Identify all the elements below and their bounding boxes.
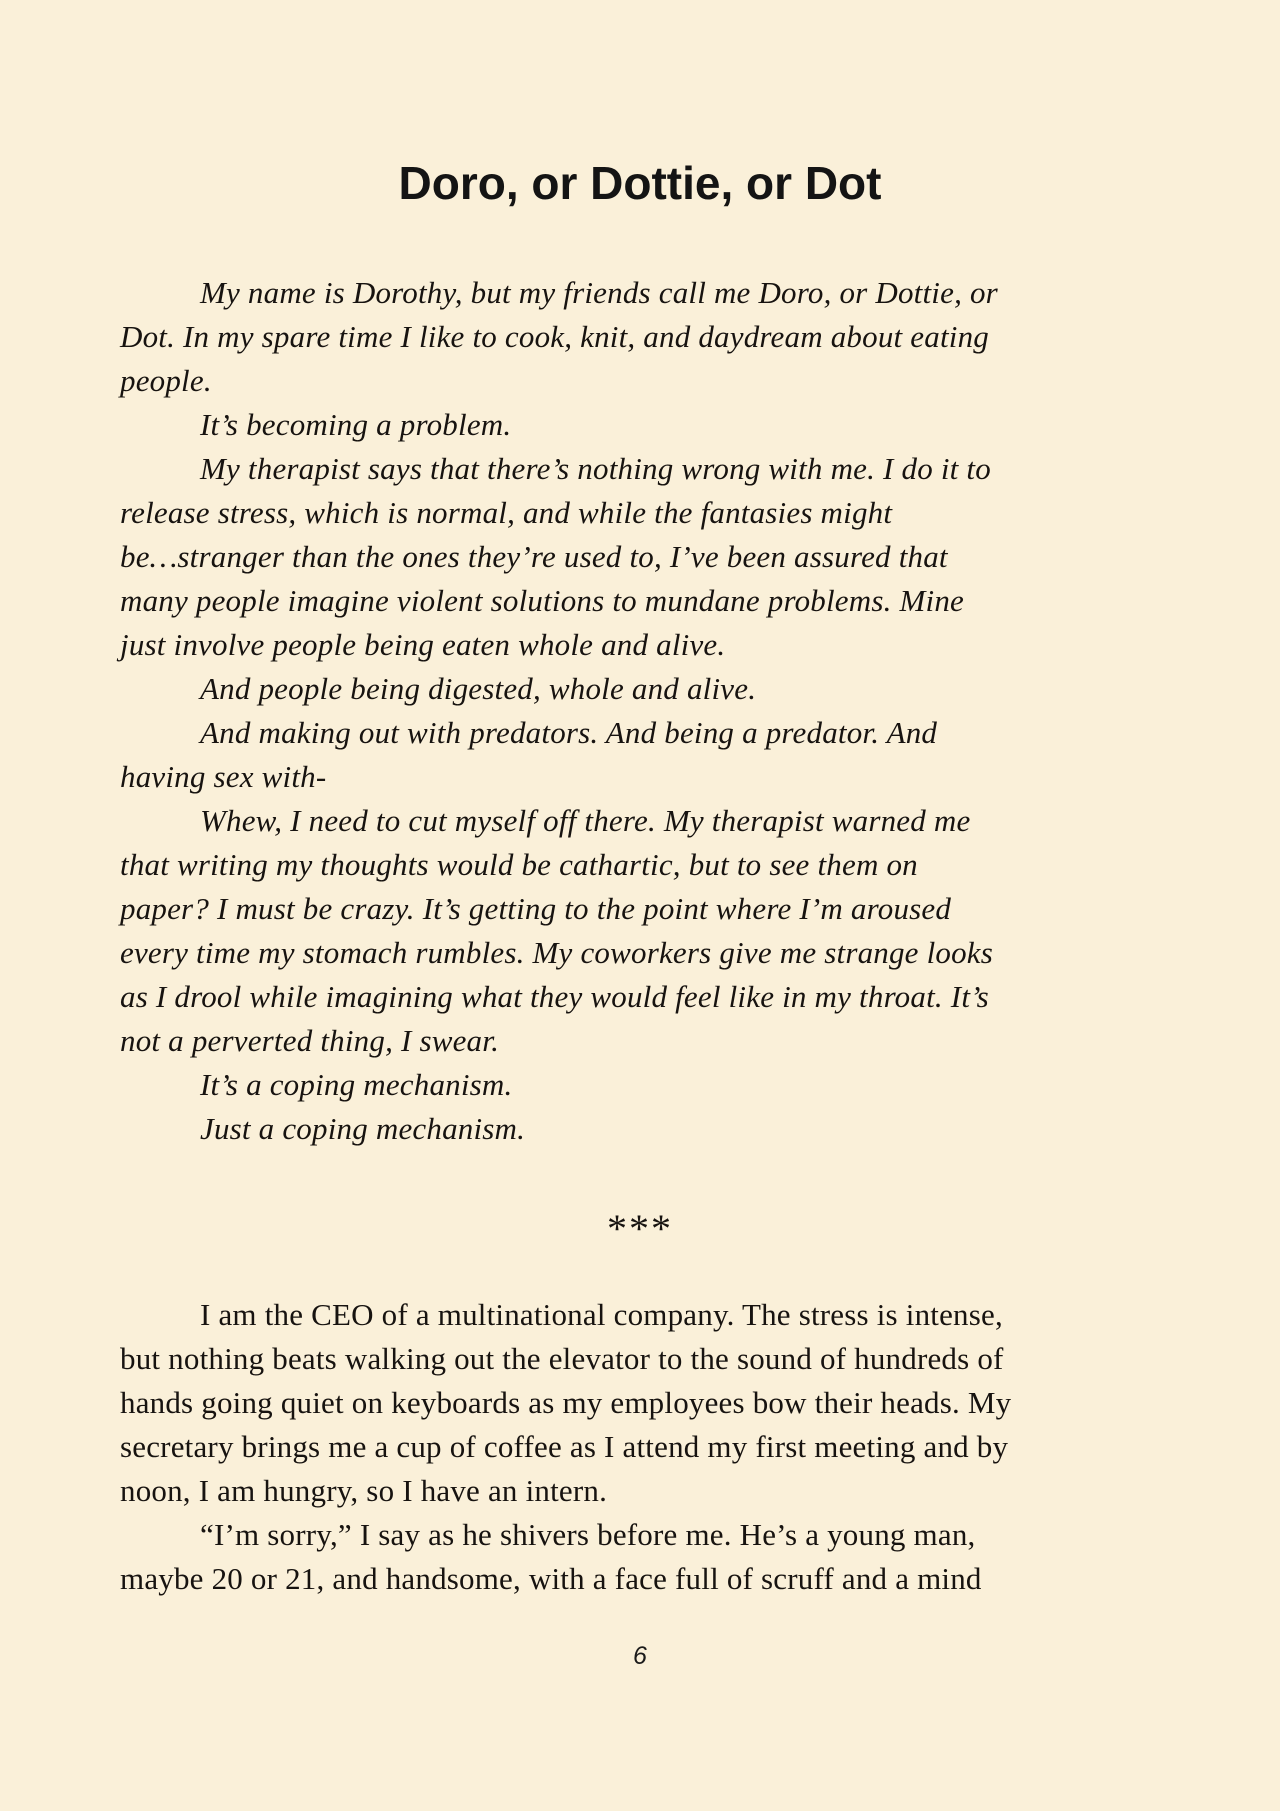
text-line: people. <box>120 363 212 398</box>
text-line: And making out with predators. And being a predator. And <box>200 715 938 750</box>
text-line: secretary brings me a cup of coffee as I attend my first meeting and by <box>120 1429 1009 1464</box>
text-line: that writing my thoughts would be cathartic, but to see them on <box>120 847 918 882</box>
text-line: be…stranger than the ones they’re used to, I’ve been assured that <box>120 539 948 574</box>
text-line: release stress, which is normal, and while the fantasies might <box>120 495 893 530</box>
text-line: not a perverted thing, I swear. <box>120 1023 500 1058</box>
page-number: 6 <box>633 1642 647 1670</box>
text-line: just involve people being eaten whole and alive. <box>120 627 726 662</box>
section-narrative <box>0 1293 1280 1601</box>
text-line: My name is Dorothy, but my friends call me Doro, or Dottie, or <box>200 275 998 310</box>
text-line: It’s a coping mechanism. <box>200 1067 513 1102</box>
text-line: And people being digested, whole and alive. <box>200 671 757 706</box>
text-line: maybe 20 or 21, and handsome, with a face full of scruff and a mind <box>120 1561 982 1596</box>
section-separator: *** <box>607 1206 673 1251</box>
text-line: Dot. In my spare time I like to cook, knit, and daydream about eating <box>120 319 989 354</box>
text-line: Whew, I need to cut myself off there. My therapist warned me <box>200 803 971 838</box>
text-line: hands going quiet on keyboards as my employees bow their heads. My <box>120 1385 1012 1420</box>
text-line: as I drool while imagining what they would feel like in my throat. It’s <box>120 979 989 1014</box>
text-line: but nothing beats walking out the elevator to the sound of hundreds of <box>120 1341 1004 1376</box>
text-line: It’s becoming a problem. <box>200 407 512 442</box>
text-line: every time my stomach rumbles. My coworkers give me strange looks <box>120 935 994 970</box>
text-line: “I’m sorry,” I say as he shivers before me. He’s a young man, <box>200 1517 976 1552</box>
text-line: My therapist says that there’s nothing wrong with me. I do it to <box>200 451 991 486</box>
text-line: Just a coping mechanism. <box>200 1111 526 1146</box>
text-line: paper? I must be crazy. It’s getting to the point where I’m aroused <box>120 891 952 926</box>
story-title: Doro, or Dottie, or Dot <box>398 157 882 209</box>
text-line: having sex with- <box>120 759 327 794</box>
section-diary-italic <box>0 271 1280 1151</box>
text-line: noon, I am hungry, so I have an intern. <box>120 1473 608 1508</box>
text-line: many people imagine violent solutions to mundane problems. Mine <box>120 583 965 618</box>
text-line: I am the CEO of a multinational company. The stress is intense, <box>200 1297 1003 1332</box>
